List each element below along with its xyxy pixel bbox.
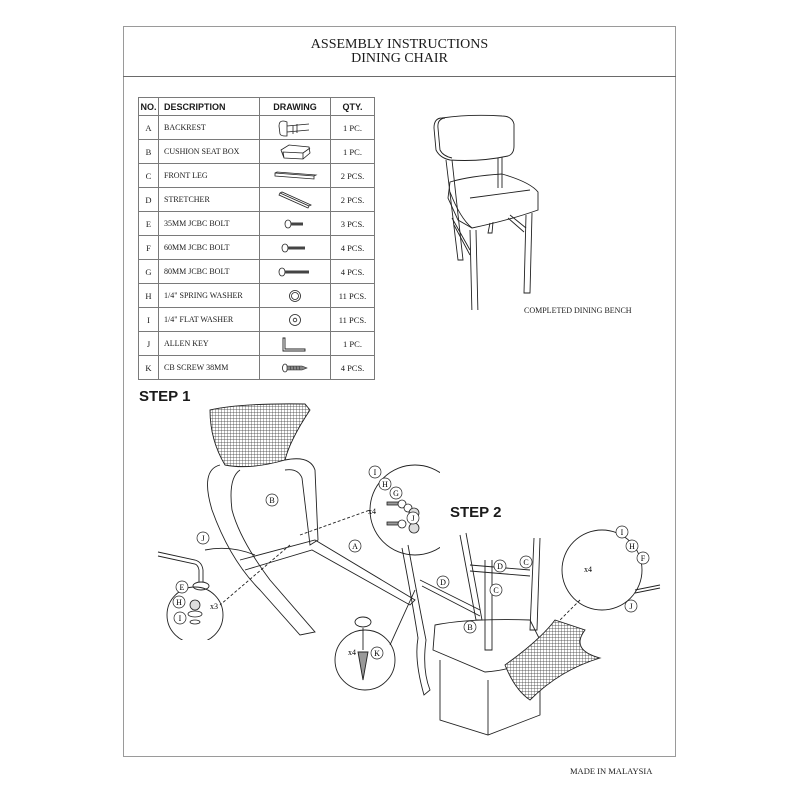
- callout-i-right: [369, 466, 381, 478]
- part-qty: 1 PC.: [331, 140, 375, 164]
- part-drawing: [260, 260, 331, 284]
- document-subtitle: DINING CHAIR: [351, 51, 448, 66]
- completed-chair-caption: COMPLETED DINING BENCH: [524, 306, 632, 315]
- svg-text:D: D: [440, 578, 446, 587]
- callout-i-left: [174, 612, 186, 624]
- callout-g: [390, 487, 402, 499]
- svg-text:J: J: [411, 514, 415, 523]
- table-row: [139, 140, 375, 164]
- parts-table: [138, 97, 375, 380]
- multiplier-x4: x4: [368, 507, 376, 516]
- part-drawing: [260, 356, 331, 380]
- part-no: H: [139, 284, 159, 308]
- part-drawing: [260, 188, 331, 212]
- part-qty: 11 PCS.: [331, 308, 375, 332]
- part-drawing: [260, 284, 331, 308]
- backrest-icon: [275, 118, 315, 138]
- parts-table-header: [139, 98, 375, 116]
- callout-k: [371, 647, 383, 659]
- part-qty: 2 PCS.: [331, 164, 375, 188]
- part-description: 80MM JCBC BOLT: [159, 260, 260, 284]
- part-qty: 11 PCS.: [331, 284, 375, 308]
- part-no: C: [139, 164, 159, 188]
- flat-washer-icon: [287, 312, 303, 328]
- part-no: I: [139, 308, 159, 332]
- svg-text:J: J: [201, 534, 205, 543]
- part-qty: 4 PCS.: [331, 356, 375, 380]
- svg-text:I: I: [373, 468, 377, 477]
- step-2-diagram: [330, 520, 680, 760]
- callout-i: [616, 526, 628, 538]
- callout-h: [626, 540, 638, 552]
- part-no: D: [139, 188, 159, 212]
- svg-text:C: C: [523, 558, 529, 567]
- callout-b: [266, 494, 278, 506]
- part-no: J: [139, 332, 159, 356]
- multiplier-x3: x3: [210, 602, 218, 611]
- svg-text:K: K: [374, 649, 380, 658]
- part-no: G: [139, 260, 159, 284]
- svg-text:A: A: [352, 542, 358, 551]
- part-drawing: [260, 332, 331, 356]
- part-description: 35MM JCBC BOLT: [159, 212, 260, 236]
- part-no: K: [139, 356, 159, 380]
- part-no: F: [139, 236, 159, 260]
- multiplier-x4-bolt: x4: [584, 565, 592, 574]
- completed-chair-illustration: [430, 110, 560, 310]
- table-row: [139, 308, 375, 332]
- callout-j-left: [197, 532, 209, 544]
- table-row: [139, 188, 375, 212]
- callout-e: [176, 581, 188, 593]
- step-1-label: STEP 1: [139, 388, 191, 405]
- part-drawing: [260, 212, 331, 236]
- svg-text:J: J: [629, 602, 633, 611]
- multiplier-x4-screw: x4: [348, 648, 356, 657]
- screw-icon: [280, 362, 310, 374]
- part-description: 1/4" SPRING WASHER: [159, 284, 260, 308]
- svg-text:D: D: [497, 562, 503, 571]
- svg-text:C: C: [493, 586, 499, 595]
- part-qty: 3 PCS.: [331, 212, 375, 236]
- svg-text:I: I: [620, 528, 624, 537]
- callout-c-right: [520, 556, 532, 568]
- svg-text:H: H: [382, 480, 388, 489]
- callout-f: [637, 552, 649, 564]
- part-description: CB SCREW 38MM: [159, 356, 260, 380]
- part-description: STRETCHER: [159, 188, 260, 212]
- callout-b-label: B: [269, 496, 275, 505]
- part-description: ALLEN KEY: [159, 332, 260, 356]
- svg-text:E: E: [179, 583, 185, 592]
- callout-j: [625, 600, 637, 612]
- step-2-label: STEP 2: [450, 504, 502, 521]
- column-header-qty: QTY.: [331, 98, 375, 116]
- table-row: [139, 116, 375, 140]
- callout-c-middle: [490, 584, 502, 596]
- svg-text:I: I: [178, 614, 182, 623]
- part-description: 1/4" FLAT WASHER: [159, 308, 260, 332]
- table-row: [139, 356, 375, 380]
- part-drawing: [260, 308, 331, 332]
- svg-text:G: G: [393, 489, 399, 498]
- part-drawing: [260, 116, 331, 140]
- callout-d-left: [437, 576, 449, 588]
- document-title: ASSEMBLY INSTRUCTIONS: [310, 37, 489, 52]
- table-row: [139, 236, 375, 260]
- part-no: A: [139, 116, 159, 140]
- spring-washer-icon: [287, 288, 303, 304]
- part-qty: 2 PCS.: [331, 188, 375, 212]
- part-no: B: [139, 140, 159, 164]
- leg-icon: [272, 168, 318, 184]
- callout-d-right: [494, 560, 506, 572]
- svg-text:H: H: [176, 598, 182, 607]
- table-row: [139, 260, 375, 284]
- part-qty: 1 PC.: [331, 116, 375, 140]
- column-header-no: NO.: [139, 98, 159, 116]
- part-description: FRONT LEG: [159, 164, 260, 188]
- part-drawing: [260, 140, 331, 164]
- callout-b: [464, 621, 476, 633]
- svg-text:H: H: [629, 542, 635, 551]
- allen-key-icon: [280, 335, 310, 353]
- table-row: [139, 332, 375, 356]
- seat-box-icon: [275, 142, 315, 162]
- part-qty: 4 PCS.: [331, 260, 375, 284]
- table-row: [139, 164, 375, 188]
- svg-text:F: F: [640, 554, 646, 563]
- stretcher-icon: [275, 190, 315, 210]
- part-drawing: [260, 164, 331, 188]
- callout-h-right: [379, 478, 391, 490]
- part-qty: 4 PCS.: [331, 236, 375, 260]
- bolt-icon: [280, 218, 310, 230]
- part-description: 60MM JCBC BOLT: [159, 236, 260, 260]
- part-description: BACKREST: [159, 116, 260, 140]
- header-divider: [123, 76, 676, 77]
- part-qty: 1 PC.: [331, 332, 375, 356]
- column-header-description: DESCRIPTION: [159, 98, 260, 116]
- table-row: [139, 284, 375, 308]
- svg-text:B: B: [467, 623, 473, 632]
- column-header-drawing: DRAWING: [260, 98, 331, 116]
- bolt-icon: [276, 266, 314, 278]
- bolt-icon: [278, 242, 312, 254]
- part-no: E: [139, 212, 159, 236]
- callout-h-left: [173, 596, 185, 608]
- table-row: [139, 212, 375, 236]
- part-drawing: [260, 236, 331, 260]
- made-in-label: MADE IN MALAYSIA: [570, 766, 653, 776]
- part-description: CUSHION SEAT BOX: [159, 140, 260, 164]
